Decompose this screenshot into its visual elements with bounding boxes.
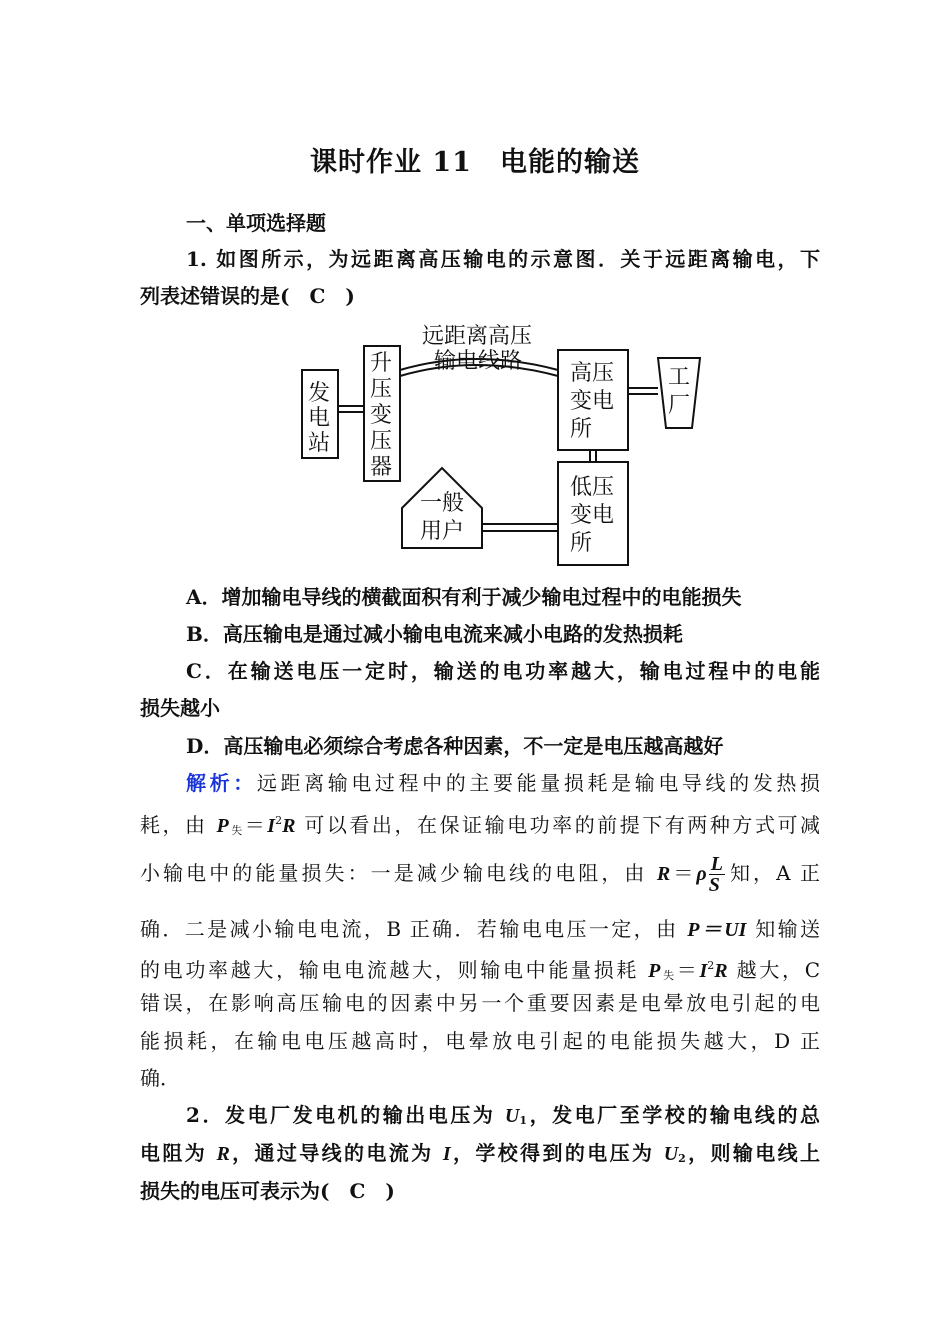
q1-option-d: D．高压输电必须综合考虑各种因素，不一定是电压越高越好 <box>186 734 724 758</box>
label-lv-3: 所 <box>570 531 593 556</box>
label-power-station-2: 电 <box>308 406 331 431</box>
q1-stem-line2: 列表述错误的是( C ) <box>140 284 355 308</box>
label-step-up-4: 压 <box>370 429 393 454</box>
analysis-line3: 小输电中的能量损失：一是减少输电线的电阻，由 R＝ρ $\frac{L}{S}$ 知，A 正 <box>140 853 820 896</box>
label-power-station-1: 发 <box>308 381 331 406</box>
q1-option-b: B．高压输电是通过减小输电电流来减小电路的发热损耗 <box>186 622 683 646</box>
analysis-line5: 的电功率越大，输电电流越大，则输电中能量损耗 $P_失=I^2R$ 越大，C <box>140 958 821 982</box>
analysis-line6: 错误，在影响高压输电的因素中另一个重要因素是电晕放电引起的电 <box>140 991 820 1015</box>
label-factory-1: 工 <box>668 365 691 390</box>
label-household-1: 一般 <box>420 491 465 516</box>
analysis-line2: 耗，由 $P_失=I^2R$ 可以看出，在保证输电功率的前提下有两种方式可减 <box>140 813 821 837</box>
q2-line3: 损失的电压可表示为( C ) <box>140 1179 395 1203</box>
label-step-up-5: 器 <box>370 455 393 480</box>
analysis-line1: 解析：远距离输电过程中的主要能量损耗是输电导线的发热损 <box>186 771 821 795</box>
label-household-2: 用户 <box>420 519 465 544</box>
q1-option-c-line2: 损失越小 <box>140 696 220 720</box>
label-lv-2: 变电 <box>570 503 615 528</box>
label-line-1: 远距离高压 <box>422 324 533 349</box>
label-step-up-3: 变 <box>370 403 393 428</box>
analysis-line7: 能损耗，在输电电压越高时，电晕放电引起的电能损失越大，D 正 <box>140 1029 820 1053</box>
section-heading: 一、单项选择题 <box>186 211 326 235</box>
label-hv-1: 高压 <box>570 361 615 386</box>
label-factory-2: 厂 <box>668 393 691 418</box>
fraction-l-over-s: $\frac{L}{S}$ <box>708 853 723 896</box>
label-lv-1: 低压 <box>570 475 615 500</box>
q1-stem-line1: 1. 如图所示，为远距离高压输电的示意图．关于远距离输电，下 <box>186 247 820 271</box>
label-hv-3: 所 <box>570 417 593 442</box>
q2-line2: 电阻为 R，通过导线的电流为 I，学校得到的电压为 $U_2$，则输电线上 <box>140 1141 821 1165</box>
page-title: 课时作业 11 电能的输送 <box>310 147 640 178</box>
q1-option-a: A．增加输电导线的横截面积有利于减少输电过程中的电能损失 <box>186 585 742 609</box>
label-step-up-2: 压 <box>370 377 393 402</box>
analysis-line4: 确．二是减小输电电流，B 正确．若输电电压一定，由 P＝UI 知输送 <box>140 917 820 941</box>
analysis-line8: 确． <box>140 1066 180 1090</box>
q1-option-c-line1: C．在输送电压一定时，输送的电功率越大，输电过程中的电能 <box>186 659 820 683</box>
label-hv-2: 变电 <box>570 389 615 414</box>
power-transmission-diagram <box>290 318 691 573</box>
label-line-2: 输电线路 <box>434 349 523 374</box>
label-power-station-3: 站 <box>308 431 331 456</box>
q2-line1: 2．发电厂发电机的输出电压为 $U_1$，发电厂至学校的输电线的总 <box>186 1103 820 1127</box>
analysis-label: 解析： <box>186 771 257 795</box>
label-step-up-1: 升 <box>370 351 393 376</box>
